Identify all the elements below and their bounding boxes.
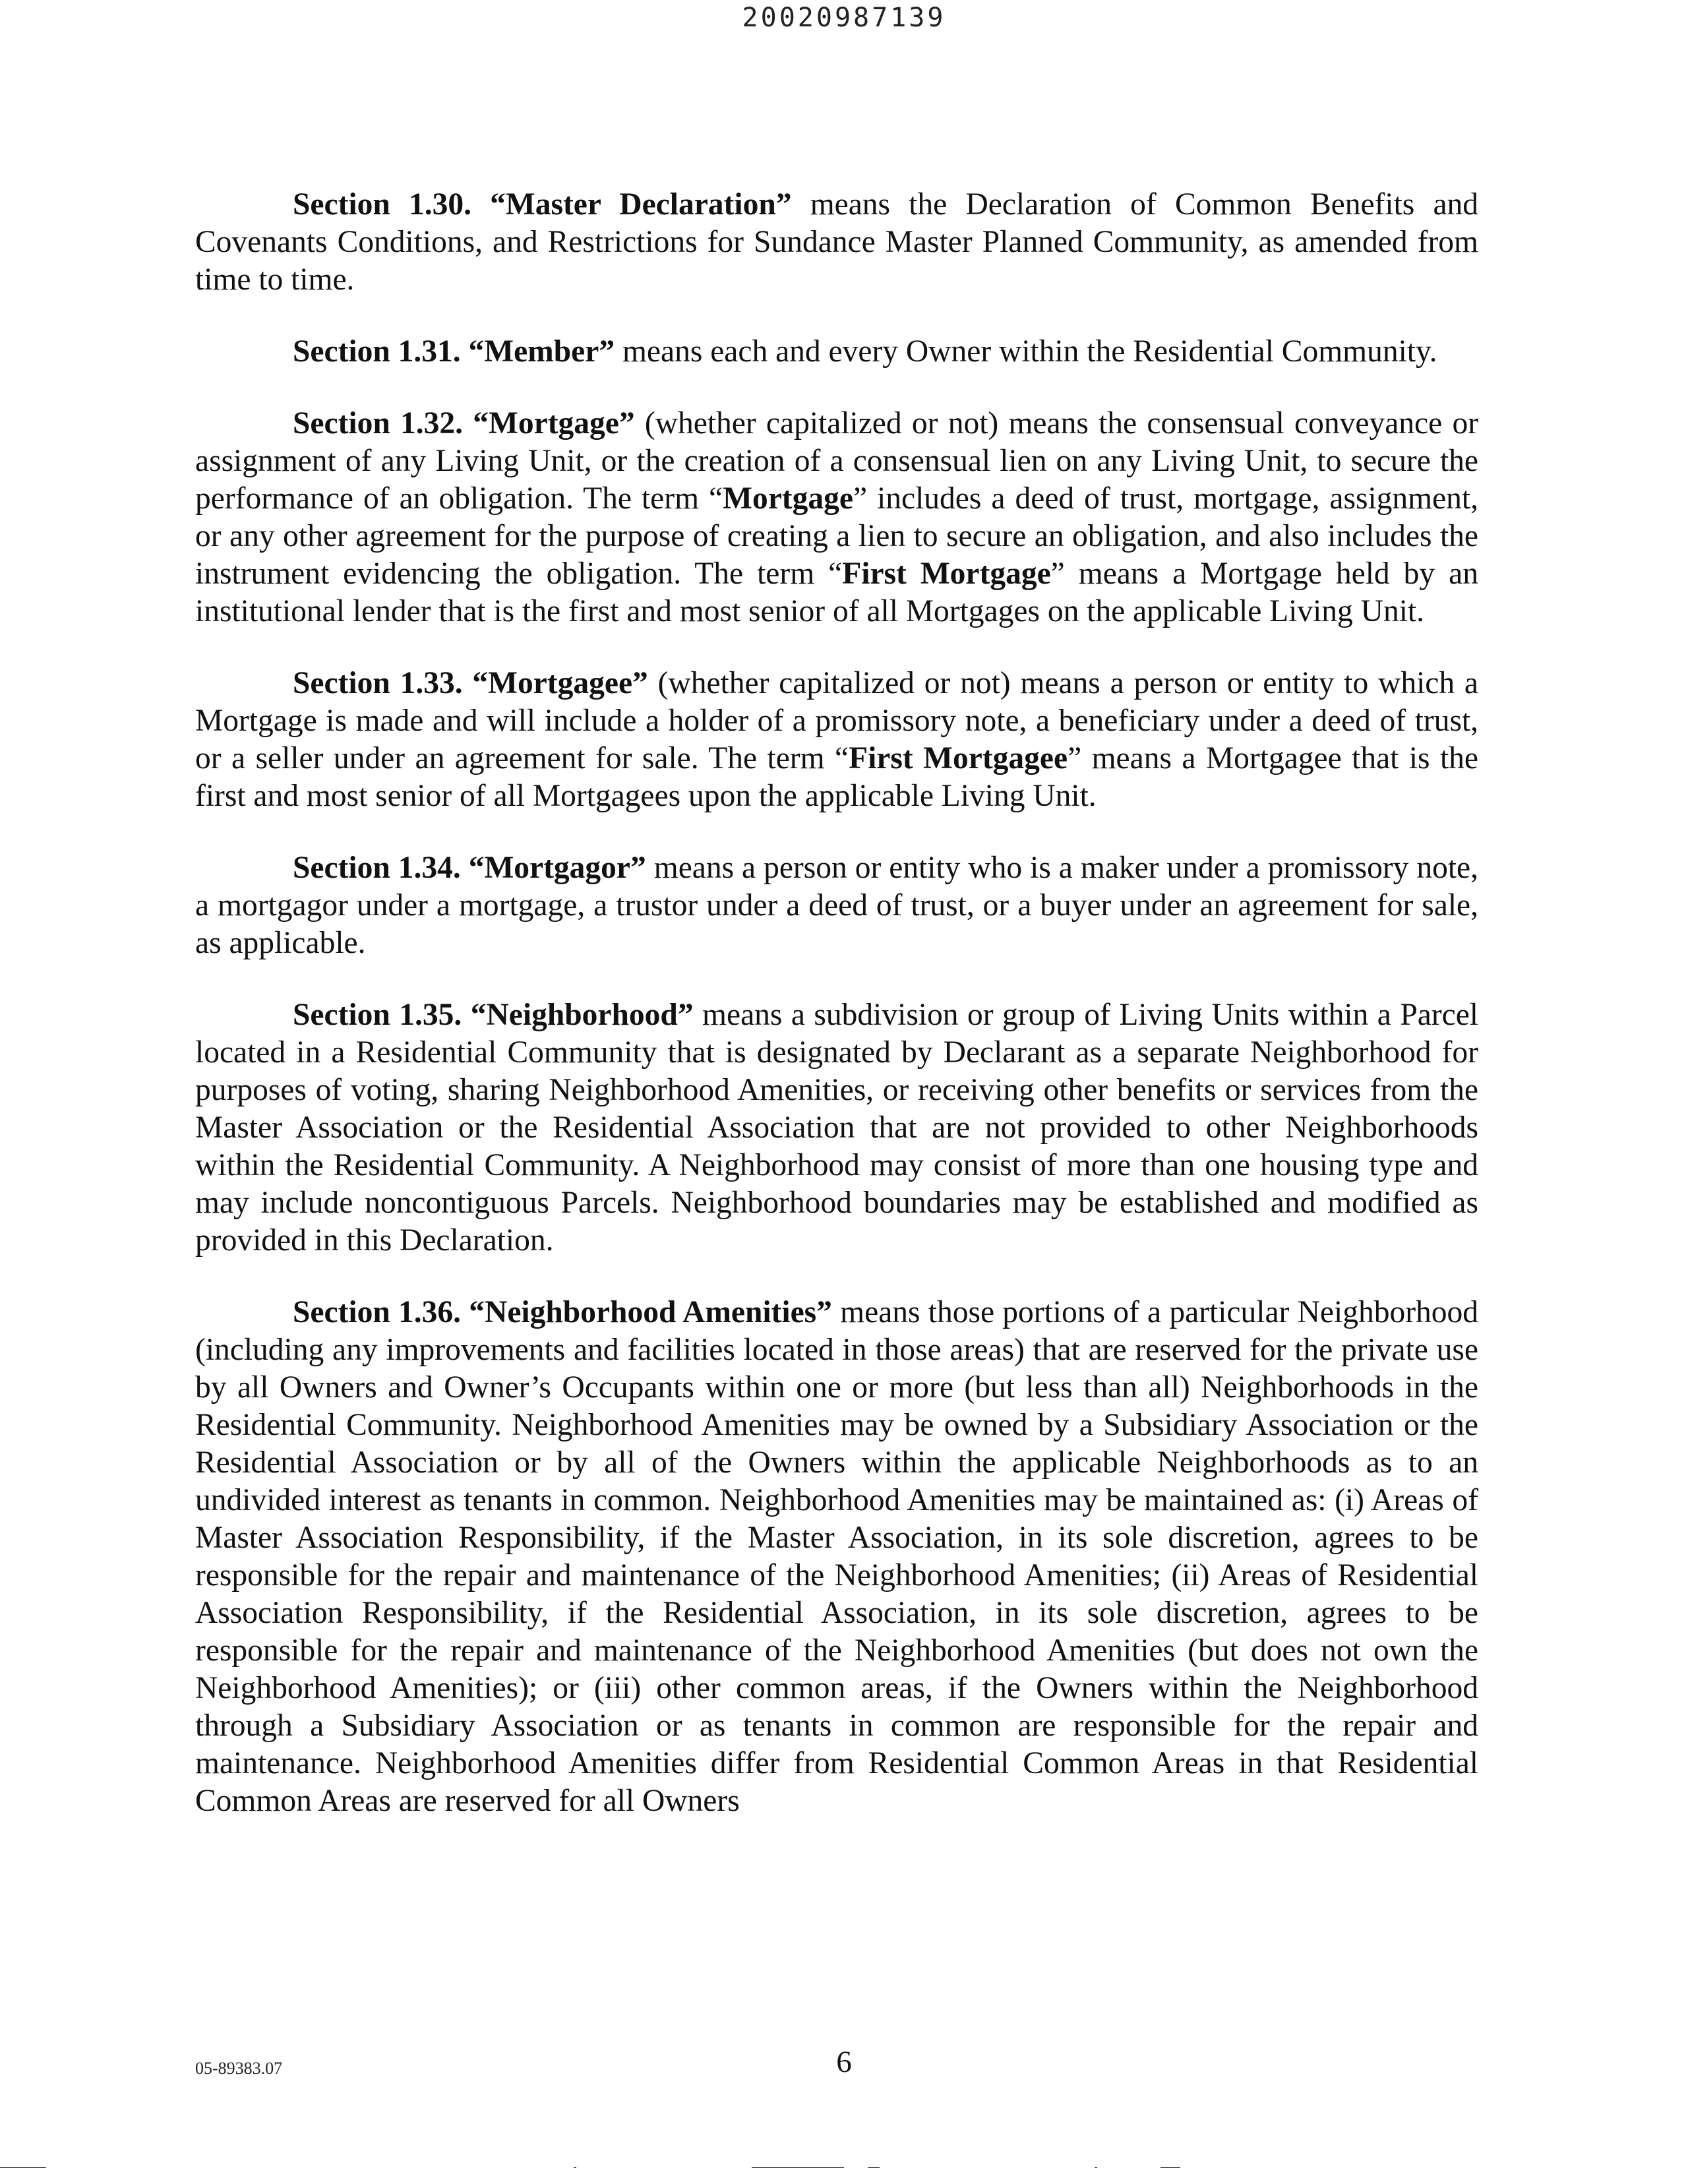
section-number: Section 1.32. (293, 406, 464, 440)
section-text: (whether capitalized or not) means a person or entity to which a Mortgage is made and will include a holder of a promissory note, a beneficiary under a deed of trust, or a seller under an agreement for sale. The term “ (195, 666, 1478, 775)
defined-term: “Neighborhood” (470, 998, 694, 1032)
section-number: Section 1.36. (293, 1295, 462, 1329)
defined-term: First Mortgage (842, 557, 1051, 591)
section-text: means the Declaration of Common Benefits and Covenants Conditions, and Restrictions for Sundance Master Planned Community, as amended from time to time. (195, 187, 1479, 297)
section-paragraph (195, 1294, 1478, 1820)
section-paragraph (195, 333, 1478, 371)
section-text: means a subdivision or group of Living Units within a Parcel located in a Residential Community that is designated by Declarant as a separate Neighborhood for purposes of voting, sharing Neighborhood Amenities, or receiving other benefits or services from the Master Association or the Residential Association that are not provided to other Neighborhoods within the Residential Community. A Neighborhood may consist of more than one housing type and may include noncontiguous Parcels. Neighborhood boundaries may be established and modified as provided in this Declaration. (195, 998, 1479, 1258)
defined-term: “Member” (468, 334, 615, 369)
defined-term: “Mortgage” (473, 406, 635, 440)
defined-term: “Mortgagee” (472, 666, 648, 700)
section-text: ” means a Mortgagee that is the first and most senior of all Mortgagees upon the applicable Living Unit. (195, 741, 1479, 813)
section-text: (whether capitalized or not) means the consensual conveyance or assignment of any Living Unit, or the creation of a consensual lien on any Living Unit, to secure the performance of an obligation. The term “ (195, 406, 1479, 516)
defined-term: First Mortgagee (849, 741, 1068, 775)
section-paragraph (195, 186, 1478, 299)
document-id-stamp: 20020987139 (742, 3, 946, 33)
section-text: means each and every Owner within the Residential Community. (615, 334, 1437, 369)
section-paragraph (195, 996, 1478, 1259)
section-number: Section 1.33. (293, 666, 463, 700)
section-number: Section 1.30. (293, 187, 471, 222)
section-paragraph (195, 405, 1478, 630)
footer-document-code: 05-89383.07 (195, 2059, 283, 2078)
section-paragraph (195, 665, 1478, 815)
defined-term: “Neighborhood Amenities” (469, 1295, 832, 1329)
section-number: Section 1.35. (293, 998, 462, 1032)
section-paragraph (195, 849, 1478, 962)
defined-term: “Mortgagor” (468, 851, 646, 885)
section-text: means a person or entity who is a maker under a promissory note, a mortgagor under a mortgage, a trustor under a deed of trust, or a buyer under an agreement for sale, as applicable. (195, 851, 1479, 960)
section-text: ” means a Mortgage held by an institutional lender that is the first and most senior of all Mortgages on the applicable Living Unit. (195, 557, 1478, 628)
defined-term: Mortgage (723, 481, 853, 516)
section-text: ” includes a deed of trust, mortgage, assignment, or any other agreement for the purpose of creating a lien to secure an obligation, and also includes the instrument evidencing the obligation. The term “ (195, 481, 1478, 591)
section-text: means those portions of a particular Neighborhood (including any improvements and facilities located in those areas) that are reserved for the private use by all Owners and Owner’s Occupants within one or more (but less than all) Neighborhoods in the Residential Community. Neighborhood Amenities may be owned by a Subsidiary Association or the Residential Association or by all of the Owners within the applicable Neighborhoods as to an undivided interest as tenants in common. Neighborhood Amenities may be maintained as: (i) Areas of Master Association Responsibility, if the Master Association, in its sole discretion, agrees to be responsible for the repair and maintenance of the Neighborhood Amenities; (ii) Areas of Residential Association Responsibility, if the Residential Association, in its sole discretion, agrees to be responsible for the repair and maintenance of the Neighborhood Amenities (but does not own the Neighborhood Amenities); or (iii) other common areas, if the Owners within the Neighborhood through a Subsidiary Association or as tenants in common are responsible for the repair and maintenance. Neighborhood Amenities differ from Residential Common Areas in that Residential Common Areas are reserved for all Owners (195, 1295, 1479, 1818)
section-number: Section 1.34. (293, 851, 461, 885)
defined-term: “Master Declaration” (490, 187, 792, 222)
section-number: Section 1.31. (293, 334, 461, 369)
page-number: 6 (836, 2045, 852, 2079)
document-body (195, 186, 1478, 1854)
scan-artifacts (0, 2167, 1688, 2180)
